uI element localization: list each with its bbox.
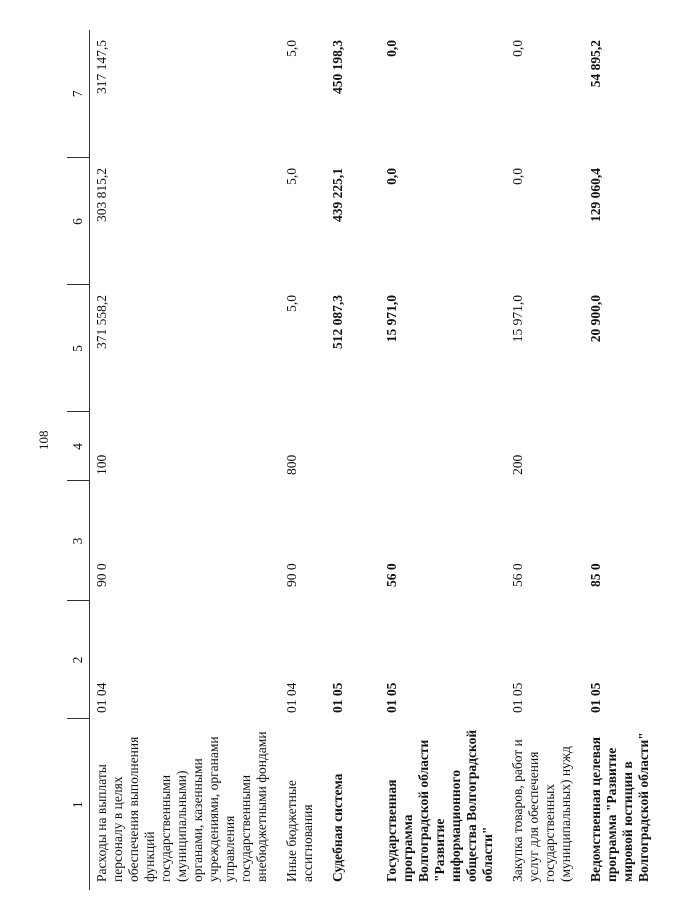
cell-value-1: 5,0	[284, 295, 299, 312]
cell-value-1: 512 087,3	[330, 295, 345, 349]
table-row	[380, 30, 506, 890]
cell-name: Расходы на выплаты персоналу в целях обеспечения выполнения функций государственными (муниципальными) органами, казенными учреждениями, органами управления государственными внебюджетными фондами	[94, 731, 269, 882]
cell-value-2: 5,0	[284, 168, 299, 185]
cell-type: 100	[94, 454, 109, 475]
cell-type: 200	[510, 454, 525, 475]
header-col-6: 6	[67, 158, 90, 285]
table-header-row	[67, 30, 90, 890]
cell-value-3: 450 198,3	[330, 40, 345, 94]
cell-value-3: 0,0	[510, 40, 525, 57]
page-number: 108	[36, 430, 51, 450]
cell-value-2: 0,0	[510, 168, 525, 185]
cell-value-1: 15 971,0	[510, 295, 525, 343]
table-row	[90, 30, 281, 890]
cell-section: 01 04	[284, 682, 299, 713]
cell-type: 800	[284, 454, 299, 475]
cell-type	[326, 412, 380, 481]
cell-value-3: 5,0	[284, 40, 299, 57]
cell-section: 01 04	[94, 682, 109, 713]
table-row	[326, 30, 380, 890]
cell-target: 56 0	[510, 563, 525, 587]
cell-type	[584, 412, 673, 481]
cell-value-2: 129 060,4	[588, 168, 603, 222]
budget-table	[67, 30, 673, 890]
cell-section: 01 05	[330, 682, 345, 713]
cell-target	[326, 481, 380, 601]
cell-name: Закупка товаров, работ и услуг для обеспечения государственных (муниципальных) нужд	[510, 739, 573, 882]
header-col-4: 4	[67, 412, 90, 481]
cell-value-3: 0,0	[384, 40, 399, 57]
cell-value-1: 371 558,2	[94, 295, 109, 349]
cell-value-1: 15 971,0	[384, 295, 399, 343]
header-col-3: 3	[67, 481, 90, 601]
cell-value-2: 303 815,2	[94, 168, 109, 222]
cell-value-1: 20 900,0	[588, 295, 603, 343]
header-col-1: 1	[67, 719, 90, 890]
cell-section: 01 05	[510, 682, 525, 713]
cell-target: 90 0	[284, 563, 299, 587]
cell-value-2: 439 225,1	[330, 168, 345, 222]
cell-value-3: 317 147,5	[94, 40, 109, 94]
table-row	[280, 30, 326, 890]
table-row	[584, 30, 673, 890]
cell-value-2: 0,0	[384, 168, 399, 185]
rotated-table-container	[67, 30, 651, 890]
cell-section: 01 05	[588, 682, 603, 713]
cell-name: Ведомственная целевая программа "Развитие мировой юстиции в Волгоградской области"	[588, 732, 651, 882]
cell-name: Судебная система	[330, 773, 345, 882]
cell-type	[380, 412, 506, 481]
header-col-5: 5	[67, 285, 90, 412]
cell-target: 90 0	[94, 563, 109, 587]
cell-name: Иные бюджетные ассигнования	[284, 780, 315, 882]
cell-target: 85 0	[588, 563, 603, 587]
cell-section: 01 05	[384, 682, 399, 713]
cell-target: 56 0	[384, 563, 399, 587]
header-col-7: 7	[67, 30, 90, 158]
header-col-2: 2	[67, 601, 90, 719]
cell-value-3: 54 895,2	[588, 40, 603, 88]
cell-name: Государственная программа Волгоградской области "Развитие информационного общества Волгоградской области"	[384, 729, 495, 882]
table-row	[506, 30, 584, 890]
